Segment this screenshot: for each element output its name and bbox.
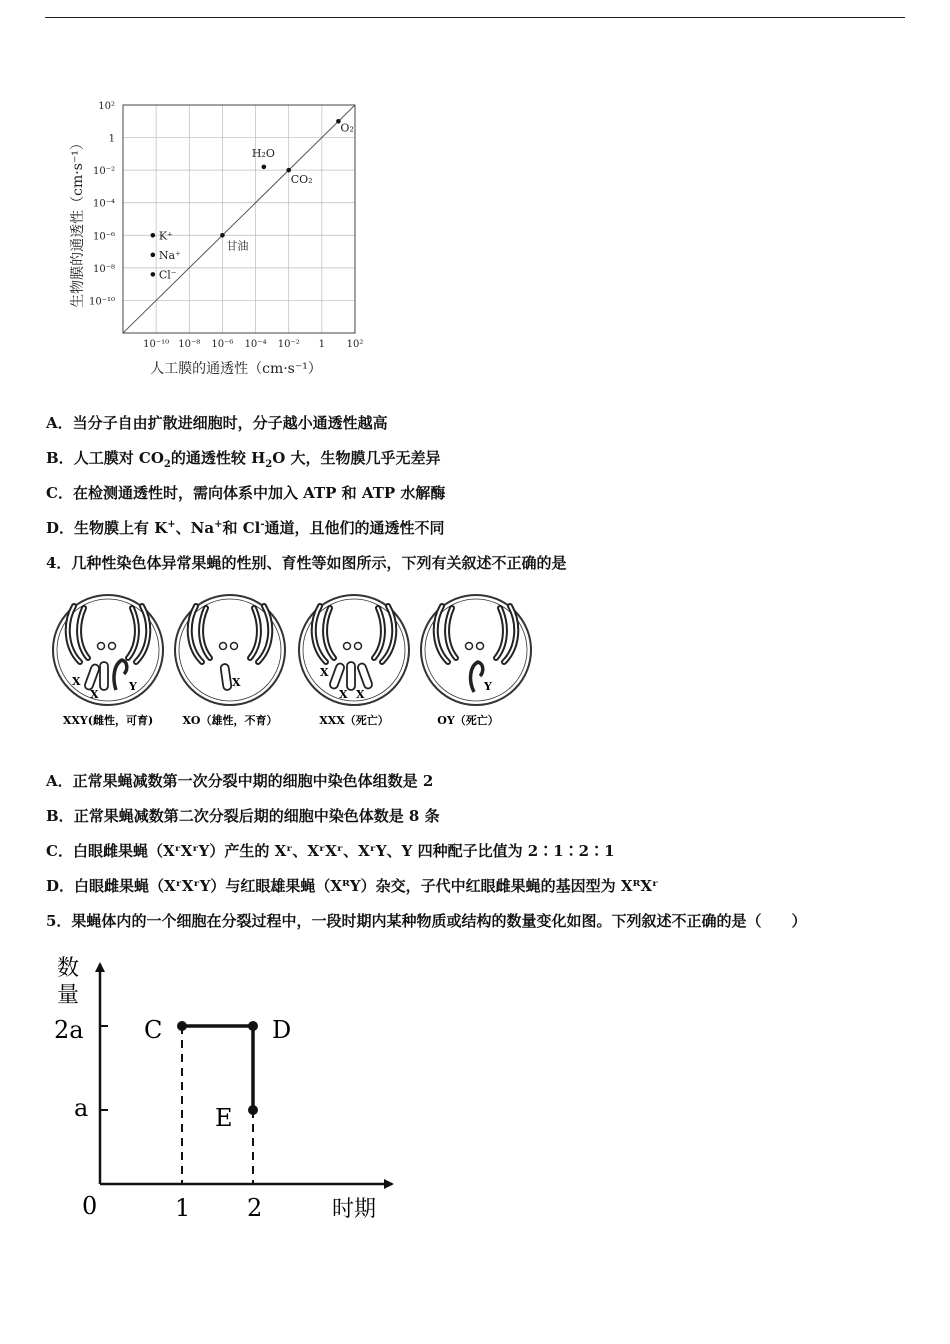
x-axis-label: 时期	[332, 1197, 377, 1222]
cell-xxy	[53, 595, 163, 727]
x-tick-1: 1	[175, 1194, 191, 1222]
x-tick-2: 2	[247, 1194, 263, 1222]
q4-option-d: D．白眼雌果蝇（XʳXʳY）与红眼雄果蝇（XᴿY）杂交，子代中红眼雌果蝇的基因型为 XᴿXʳ	[46, 877, 659, 895]
svg-text:X: X	[90, 688, 99, 701]
caption: XXY(雌性，可育)	[62, 714, 154, 727]
svg-text:Y: Y	[484, 680, 492, 693]
data-point	[151, 253, 156, 258]
data-point	[220, 233, 225, 238]
svg-text:X: X	[356, 688, 365, 701]
cell-xxx	[299, 595, 409, 727]
option-letter: B．	[46, 449, 74, 467]
data-points	[151, 119, 354, 281]
option-letter: D．	[46, 519, 75, 537]
x-tick-labels	[143, 339, 363, 350]
point-label: Na⁺	[158, 248, 181, 262]
data-point	[151, 272, 156, 277]
y-label-2: 量	[57, 983, 80, 1008]
label-c: C	[144, 1016, 163, 1044]
q4-stem: 4．几种性染色体异常果蝇的性别、育性等如图所示，下列有关叙述不正确的是	[46, 554, 567, 572]
x-tick-label: 10⁻²	[277, 339, 300, 350]
point-e	[248, 1105, 258, 1115]
svg-text:X: X	[339, 688, 348, 701]
point-label: K⁺	[158, 229, 173, 243]
x-tick-label: 10²	[346, 339, 364, 350]
chromosome-figure	[50, 590, 550, 740]
option-letter: C．	[46, 484, 73, 502]
option-text: 在检测通透性时，需向体系中加入 ATP 和 ATP 水解酶	[72, 484, 446, 502]
svg-text:Y: Y	[129, 680, 137, 693]
label-d: D	[272, 1016, 292, 1044]
label-e: E	[215, 1104, 233, 1132]
option-letter: A．	[46, 414, 73, 432]
point-label: Cl⁻	[158, 268, 177, 282]
cell-xo	[175, 595, 285, 727]
y-tick-labels	[89, 101, 115, 307]
y-tick-label: 10⁻⁸	[92, 263, 115, 275]
point-label: H₂O	[251, 146, 275, 160]
x-tick-label: 10⁻⁶	[211, 339, 234, 350]
caption: OY（死亡）	[437, 714, 499, 727]
point-d	[248, 1021, 258, 1031]
caption: XXX（死亡）	[319, 714, 389, 727]
x-tick-label: 10⁻¹⁰	[143, 339, 170, 350]
quantity-chart	[40, 950, 420, 1230]
svg-text:X: X	[232, 676, 241, 689]
y-tick-label: 10⁻²	[92, 166, 115, 178]
q3-option-b: B．人工膜对 $CO_2$的通透性较 $H_2O$ 大，生物膜几乎无差异	[46, 449, 441, 470]
q5-stem: 5．果蝇体内的一个细胞在分裂过程中，一段时期内某种物质或结构的数量变化如图。下列叙述不正确的是（ ）	[46, 912, 807, 930]
y-tick-label: 10⁻¹⁰	[88, 296, 115, 308]
y-label-1: 数	[57, 956, 80, 981]
svg-text:X: X	[72, 675, 81, 688]
point-label: 甘油	[226, 239, 249, 253]
point-label: O₂	[340, 121, 354, 135]
q4-option-a: A．正常果蝇减数第一次分裂中期的细胞中染色体组数是 2	[46, 772, 434, 790]
x-tick-label: 1	[318, 339, 326, 350]
data-point	[151, 233, 156, 238]
x-tick-label: 10⁻⁸	[178, 339, 201, 350]
cell-oy	[421, 595, 531, 727]
q4-option-b: B．正常果蝇减数第二次分裂后期的细胞中染色体数是 8 条	[46, 807, 440, 825]
x-tick-0: 0	[82, 1192, 98, 1220]
y-tick-2a: 2a	[54, 1016, 84, 1044]
y-tick-label: 10²	[98, 101, 115, 112]
data-point	[286, 168, 291, 173]
q3-option-a	[46, 412, 388, 433]
y-tick-label: 10⁻⁴	[92, 198, 115, 210]
y-tick-label: 10⁻⁶	[92, 231, 115, 243]
q3-option-d: D．生物膜上有 K+、Na+和 Cl-通道，且他们的通透性不同	[46, 519, 445, 537]
caption: XO（雄性，不育）	[182, 714, 278, 727]
point-label: CO₂	[290, 173, 313, 187]
top-rule	[45, 17, 905, 18]
q3-option-c	[46, 482, 445, 503]
y-axis-label: 生物膜的通透性（cm·s⁻¹）	[70, 136, 86, 308]
svg-text:X: X	[320, 666, 329, 679]
permeability-chart	[60, 100, 380, 390]
option-text: 当分子自由扩散进细胞时，分子越小通透性越高	[72, 414, 388, 432]
y-tick-label: 1	[108, 133, 115, 145]
point-c	[177, 1021, 187, 1031]
y-tick-a: a	[74, 1094, 89, 1122]
reference-diagonal	[123, 105, 355, 333]
q4-option-c: C．白眼雌果蝇（XʳXʳY）产生的 Xʳ、XʳXʳ、XʳY、Y 四种配子比值为 2∶1∶2∶1	[46, 842, 615, 860]
data-point	[262, 165, 267, 170]
x-tick-label: 10⁻⁴	[244, 339, 267, 350]
x-axis-label: 人工膜的通透性（cm·s⁻¹）	[150, 361, 322, 377]
